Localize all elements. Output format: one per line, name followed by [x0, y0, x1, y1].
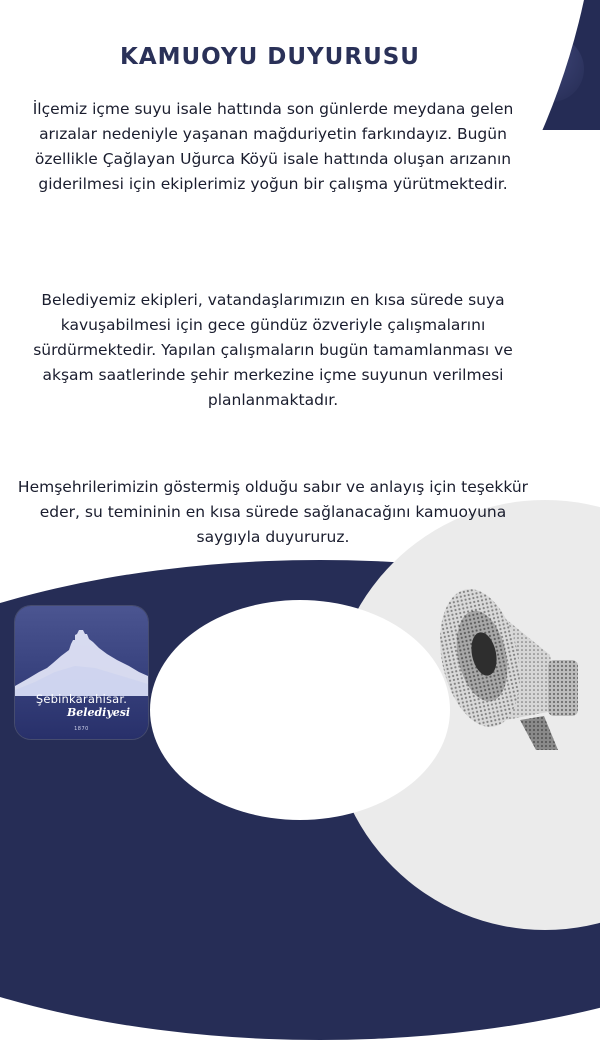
logo-year: 1870: [74, 726, 89, 732]
announcement-paragraph-3: Hemşehrilerimizin göstermiş olduğu sabır ve anlayış için teşekkür eder, su temininin en kısa sürede sağlanacağını kamuoyuna saygıyla duyururuz.: [17, 478, 529, 546]
castle-hill-icon: [15, 606, 148, 696]
megaphone-icon: [440, 560, 600, 750]
announcement-paragraph-1: İlçemiz içme suyu isale hattında son günlerde meydana gelen arızalar nedeniyle yaşanan mağduriyetin farkındayız. Bugün özellikle Çağlayan Uğurca Köyü isale hattında oluşan arızanın giderilmesi için ekiplerimiz yoğun bir çalışma yürütmektedir.: [32, 100, 514, 193]
announcement-title: KAMUOYU DUYURUSU: [120, 44, 420, 70]
municipality-logo: [15, 606, 148, 739]
announcement-paragraph-2: Belediyemiz ekipleri, vatandaşlarımızın en kısa sürede suya kavuşabilmesi için gece gündüz özveriyle çalışmalarını sürdürmektedir. Yapılan çalışmaların bugün tamamlanması ve akşam saatlerinde şehir merkezine içme suyunun verilmesi planlanmaktadır.: [33, 291, 513, 409]
logo-name: Şebinkarahisar.: [35, 692, 128, 706]
logo-subtitle: Belediyesi: [67, 706, 131, 719]
background-white-curve: [150, 600, 450, 820]
